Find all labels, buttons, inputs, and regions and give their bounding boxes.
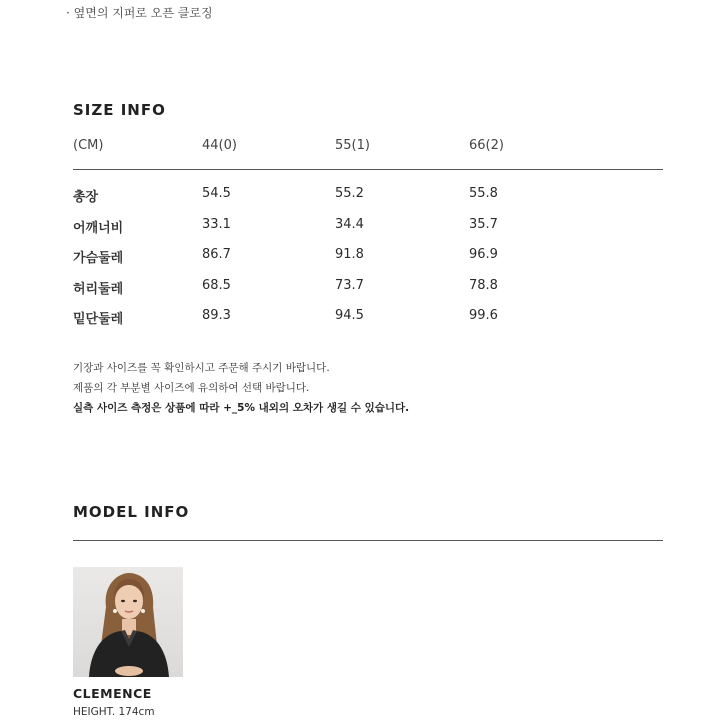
cell-value: 55.2 [335, 186, 364, 201]
cell-value: 68.5 [202, 277, 231, 293]
table-row [73, 278, 663, 309]
size-notes [73, 358, 409, 418]
size-table-body [73, 186, 663, 339]
product-feature-note: · 옆면의 지퍼로 오픈 클로징 [66, 6, 213, 20]
header-size-66: 66(2) [469, 138, 504, 153]
header-size-44: 44(0) [202, 138, 237, 153]
table-row [73, 247, 663, 278]
cell-value: 99.6 [469, 308, 498, 323]
table-row [73, 217, 663, 248]
cell-value: 94.5 [335, 308, 364, 323]
cell-value: 34.4 [335, 216, 364, 232]
cell-value: 33.1 [202, 216, 231, 232]
table-row [73, 308, 663, 339]
cell-value: 55.8 [469, 186, 498, 201]
cell-value: 73.7 [335, 277, 364, 293]
cell-value: 78.8 [469, 277, 498, 293]
size-note-emphasis: 실측 사이즈 측정은 상품에 따라 +_5% 내외의 오차가 생길 수 있습니다. [73, 402, 410, 414]
cell-value: 91.8 [335, 247, 364, 262]
row-label: 어깨너비 [73, 220, 124, 236]
size-table-divider [73, 169, 663, 170]
cell-value: 35.7 [469, 216, 498, 232]
cell-value: 96.9 [469, 247, 498, 262]
table-row [73, 186, 663, 217]
cell-value: 54.5 [202, 186, 231, 201]
row-label: 밑단둘레 [73, 312, 124, 327]
size-info-title: SIZE INFO [73, 101, 166, 119]
model-info-title: MODEL INFO [73, 503, 190, 521]
row-label: 허리둘레 [73, 281, 124, 297]
header-size-55: 55(1) [335, 138, 370, 153]
row-label: 총장 [73, 190, 99, 205]
size-note: 기장과 사이즈를 꼭 확인하시고 주문해 주시기 바랍니다. [73, 362, 330, 374]
cell-value: 86.7 [202, 247, 231, 262]
table-header-row [73, 138, 663, 168]
size-note: 제품의 각 부분별 사이즈에 유의하여 선택 바랍니다. [73, 382, 310, 394]
model-name: CLEMENCE [73, 686, 152, 701]
header-unit: (CM) [73, 138, 104, 153]
cell-value: 89.3 [202, 308, 231, 323]
model-height: HEIGHT. 174cm [73, 706, 155, 718]
model-info-divider [73, 540, 663, 541]
model-photo [73, 567, 183, 677]
size-table-header [73, 138, 663, 168]
model-photo-illustration [73, 567, 183, 677]
row-label: 가슴둘레 [73, 251, 124, 266]
